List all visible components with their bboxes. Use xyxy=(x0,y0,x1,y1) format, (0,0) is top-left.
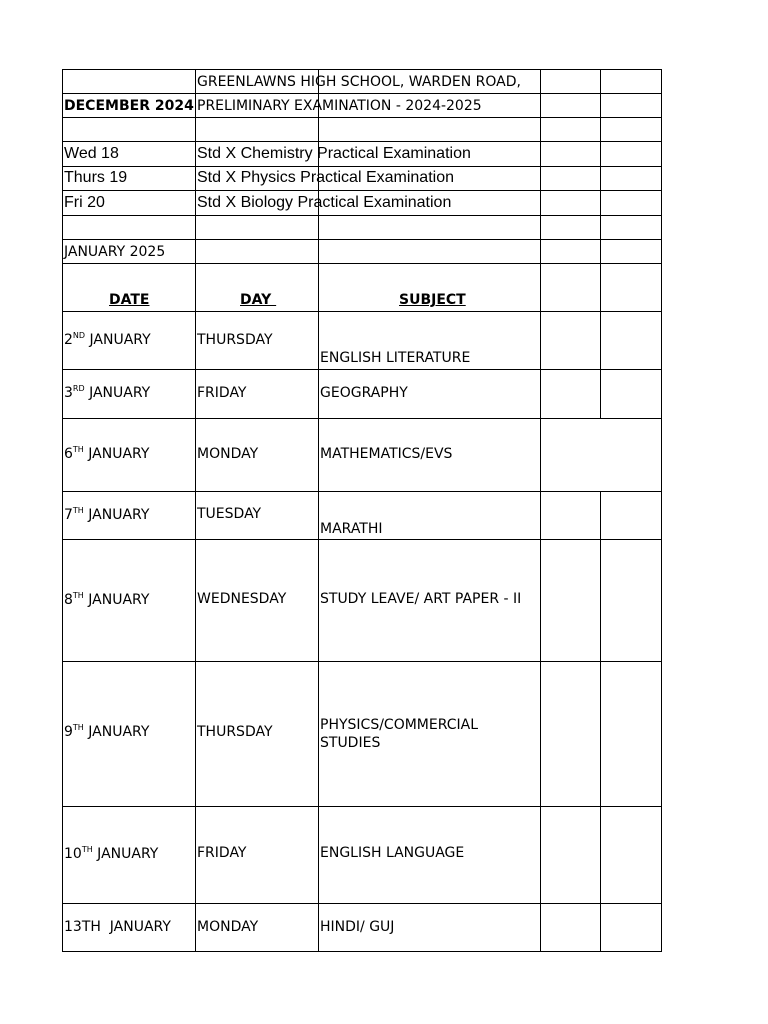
row-line xyxy=(62,951,662,952)
exam-subject: GEOGRAPHY xyxy=(320,385,408,401)
exam-title: PRELIMINARY EXAMINATION - 2024-2025 xyxy=(197,98,482,114)
row-line xyxy=(62,903,662,904)
exam-subject: ENGLISH LITERATURE xyxy=(320,350,471,366)
exam-subject: STUDY LEAVE/ ART PAPER - II xyxy=(320,591,522,607)
practical-subject: Std X Chemistry Practical Examination xyxy=(197,145,471,162)
practical-date: Thurs 19 xyxy=(64,169,128,186)
exam-date: 7TH JANUARY xyxy=(64,506,150,523)
day-column-header: DAY xyxy=(240,292,277,308)
column-line xyxy=(661,69,662,952)
column-line xyxy=(195,69,196,952)
row-line xyxy=(62,69,662,70)
exam-date: 6TH JANUARY xyxy=(64,445,150,462)
exam-subject: ENGLISH LANGUAGE xyxy=(320,845,465,861)
subject-column-header: SUBJECT xyxy=(399,292,466,308)
exam-subject: HINDI/ GUJ xyxy=(320,919,395,935)
row-line xyxy=(62,311,662,312)
exam-subject: PHYSICS/COMMERCIAL STUDIES xyxy=(320,717,479,751)
row-line xyxy=(62,93,662,94)
row-line xyxy=(62,215,662,216)
school-name: GREENLAWNS HIGH SCHOOL, WARDEN ROAD, xyxy=(197,74,521,90)
row-line xyxy=(62,141,662,142)
column-line xyxy=(600,491,601,952)
row-line xyxy=(62,369,662,370)
exam-day: THURSDAY xyxy=(197,724,273,740)
exam-day: TUESDAY xyxy=(197,506,262,522)
row-line xyxy=(62,117,662,118)
row-line xyxy=(62,166,662,167)
practical-date: Fri 20 xyxy=(64,194,105,211)
row-line xyxy=(62,239,662,240)
exam-date: 3RD JANUARY xyxy=(64,384,151,401)
exam-day: MONDAY xyxy=(197,446,259,462)
row-line xyxy=(62,263,662,264)
exam-subject: MARATHI xyxy=(320,521,383,537)
row-line xyxy=(62,539,662,540)
row-line xyxy=(62,661,662,662)
practical-subject: Std X Physics Practical Examination xyxy=(197,169,454,186)
january-heading: JANUARY 2025 xyxy=(64,244,166,260)
row-line xyxy=(62,418,662,419)
practical-date: Wed 18 xyxy=(64,145,119,162)
practical-subject: Std X Biology Practical Examination xyxy=(197,194,452,211)
exam-date: 2ND JANUARY xyxy=(64,331,151,348)
row-line xyxy=(62,491,662,492)
december-heading: DECEMBER 2024 xyxy=(64,98,194,114)
column-line xyxy=(62,69,63,952)
exam-date: 9TH JANUARY xyxy=(64,723,150,740)
row-line xyxy=(62,190,662,191)
row-line xyxy=(62,806,662,807)
exam-subject: MATHEMATICS/EVS xyxy=(320,446,453,462)
exam-date: 13TH JANUARY xyxy=(64,919,171,935)
exam-day: FRIDAY xyxy=(197,385,247,401)
exam-day: FRIDAY xyxy=(197,845,247,861)
exam-day: WEDNESDAY xyxy=(197,591,287,607)
exam-date: 10TH JANUARY xyxy=(64,845,159,862)
date-column-header: DATE xyxy=(109,292,150,308)
exam-date: 8TH JANUARY xyxy=(64,591,150,608)
column-line xyxy=(540,69,541,952)
column-line xyxy=(600,69,601,418)
exam-day: THURSDAY xyxy=(197,332,273,348)
exam-day: MONDAY xyxy=(197,919,259,935)
